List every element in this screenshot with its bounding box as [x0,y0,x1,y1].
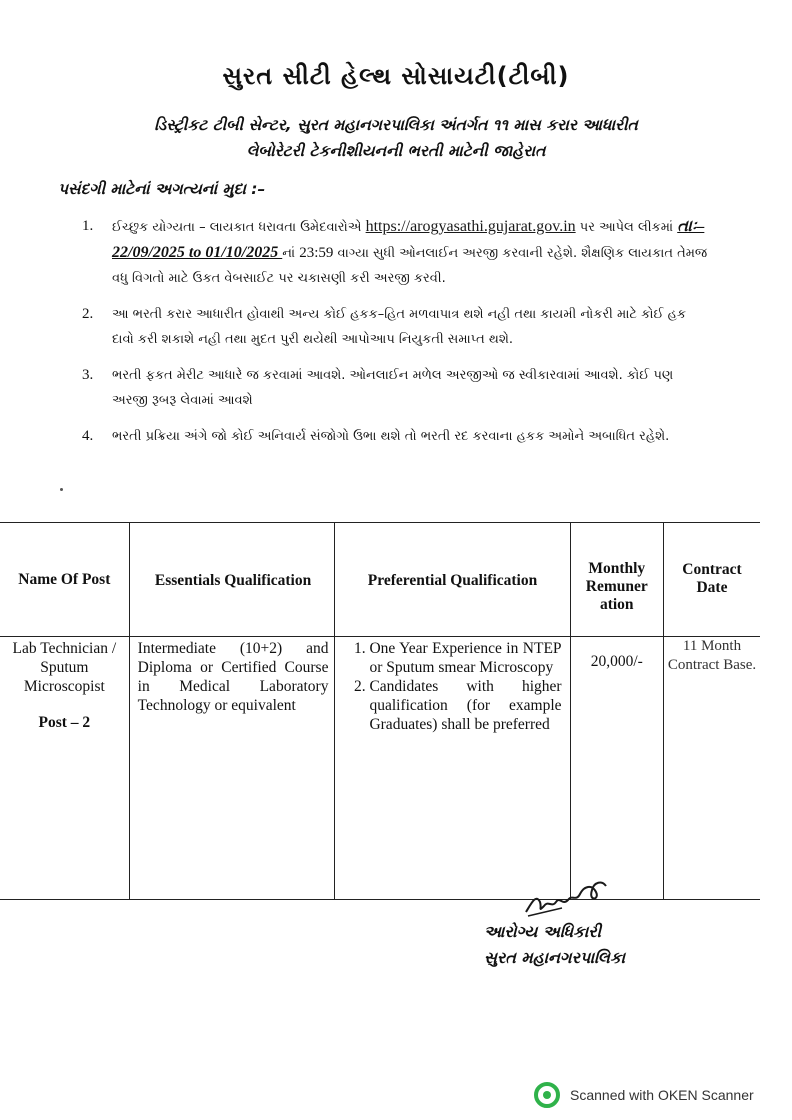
table-header-row [0,523,760,637]
scanner-watermark [534,1082,754,1108]
application-date-range: તાઃ– 22/09/2025 to 01/10/2025 [112,218,705,261]
post-count: Post – 2 [38,714,91,731]
point-number: 1. [82,218,94,234]
document-subtitle-line2: લેબોરેટરી ટેકનીશીયનની ભરતી માટેની જાહેરાત [246,142,546,160]
point-item [82,302,712,352]
document-title: સુરત સીટી હેલ્થ સોસાયટી(ટીબી) [222,62,570,90]
point-item [82,363,712,413]
point-text: ભરતી ફકત મેરીટ આધારે જ કરવામાં આવશે. ઓનલાઈન મળેલ અરજીઓ જ સ્વીકારવામાં આવશે. કોઈ પણ અરજી રૂબરૂ લેવામાં આવશે [112,368,674,408]
cell-remuneration: 20,000/- [570,637,663,900]
signatory-designation: આરોગ્ય અધિકારી [484,922,602,941]
essential-qualification: Intermediate (10+2) and Diploma or Certified Course in Medical Laboratory Technology or equivalent [137,640,329,714]
scanner-text: Scanned with OKEN Scanner [570,1087,754,1103]
point-text: વાગ્યા સુધી ઓનલાઈન અરજી કરવાની રહેશે. શૈક્ષણિક લાયકાત તેમજ વધુ વિગતો માટે ઉકત વેબસાઈટ પર ચકાસણી કરી અરજી કરવી. [112,246,708,286]
posts-table [0,522,760,900]
deadline-time: 23:59 [299,245,334,261]
point-number: 3. [82,367,94,383]
points-list [82,214,712,460]
point-item [82,214,712,291]
column-header-essential: Essentials Qualification [129,523,335,637]
point-text: નાં [282,246,300,261]
signature-mark [522,872,612,922]
contract-date: 11 Month Contract Base. [667,638,757,673]
cell-contract [663,637,760,900]
point-number: 4. [82,428,94,444]
point-text: આ ભરતી કરાર આધારીત હોવાથી અન્ય કોઈ હકક–હિત મળવાપાત્ર થશે નહી તથા કાયમી નોકરી માટે કોઈ હક દાવો કરી શકાશે નહી તથા મુદત પુરી થયેથી આપોઆપ નિયુકતી સમાપ્ત થશે. [112,307,687,347]
point-item [82,424,712,449]
point-text: ભરતી પ્રક્રિયા અંગે જો કોઈ અનિવાર્ય સંજોગો ઉભા થશે તો ભરતી રદ કરવાના હકક અમોને અબાધિત રહેશે. [112,429,670,444]
scanner-logo-icon [534,1082,560,1108]
point-text: ઈચ્છુક યોગ્યતા – લાયકાત ધરાવતા ઉમેદવારોએ [112,220,366,235]
column-header-preferential: Preferential Qualification [335,523,570,637]
application-link[interactable]: https://arogyasathi.gujarat.gov.in [365,218,576,235]
cell-essential [129,637,335,900]
preferential-item: 1. One Year Experience in NTEP or Sputum smear Microscopy [369,639,561,677]
table-row [0,637,760,900]
column-header-remuneration: Monthly Remuner ation [570,523,663,637]
signatory-office: સુરત મહાનગરપાલિકા [484,948,626,967]
point-number: 2. [82,306,94,322]
column-header-post: Name Of Post [0,523,129,637]
cell-preferential [335,637,570,900]
points-heading: પસંદગી માટેનાં અગત્યનાં મુદા :– [58,180,266,198]
cell-post [0,637,129,900]
column-header-contract: Contract Date [663,523,760,637]
preferential-item: 2. Candidates with higher qualification (for example Graduates) shall be preferred [369,677,561,734]
post-name: Lab Technician / Sputum Microscopist [12,640,117,695]
point-text: પર આપેલ લીકમાં [575,220,678,235]
preferential-list [343,639,561,734]
scan-speck [60,488,63,491]
document-subtitle-line1: ડિસ્ટ્રીકટ ટીબી સેન્ટર, સુરત મહાનગરપાલિકા અંતર્ગત ૧૧ માસ કરાર આધારીત [154,116,638,134]
